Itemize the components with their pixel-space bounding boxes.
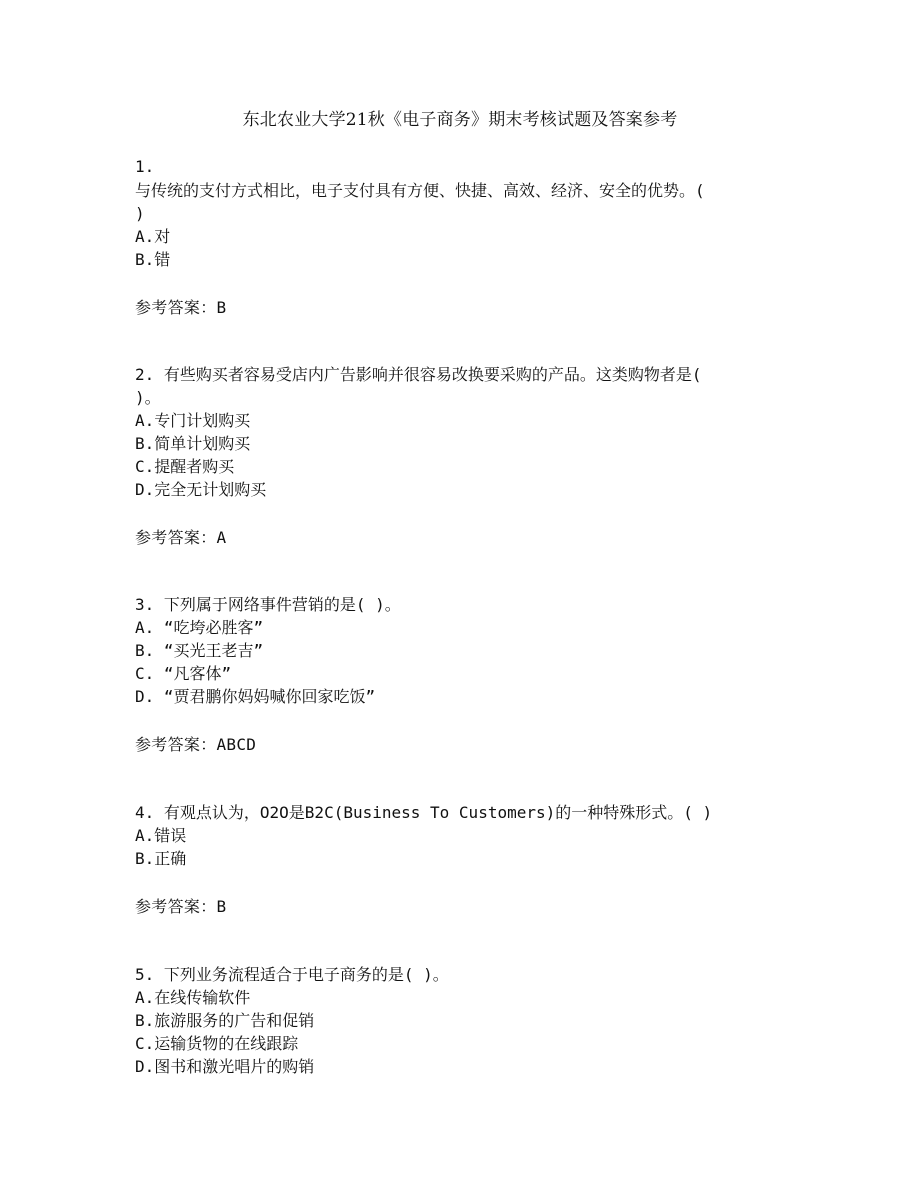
question-3-answer: 参考答案：ABCD <box>135 735 257 754</box>
question-3-option-a: A. “吃垮必胜客” <box>135 618 264 637</box>
question-1-stem-line-1: 与传统的支付方式相比，电子支付具有方便、快捷、高效、经济、安全的优势。( <box>135 181 705 200</box>
question-4-option-a: A.错误 <box>135 826 187 845</box>
question-4-answer: 参考答案：B <box>135 897 227 916</box>
question-5-option-b: B.旅游服务的广告和促销 <box>135 1011 315 1030</box>
question-4-stem: 4. 有观点认为，O2O是B2C(Business To Customers)的一种特殊形式。( ) <box>135 803 713 822</box>
question-2-option-a: A.专门计划购买 <box>135 411 251 430</box>
question-1-number: 1. <box>135 157 155 176</box>
question-3-stem: 3. 下列属于网络事件营销的是( )。 <box>135 595 401 614</box>
question-4-option-b: B.正确 <box>135 849 187 868</box>
question-2-stem-line-2: )。 <box>135 388 161 407</box>
question-5-option-a: A.在线传输软件 <box>135 988 251 1007</box>
question-5-stem: 5. 下列业务流程适合于电子商务的是( )。 <box>135 965 449 984</box>
question-2-stem-line-1: 2. 有些购买者容易受店内广告影响并很容易改换要采购的产品。这类购物者是( <box>135 365 702 384</box>
question-5-option-c: C.运输货物的在线跟踪 <box>135 1034 299 1053</box>
question-2-option-c: C.提醒者购买 <box>135 457 235 476</box>
question-2-option-d: D.完全无计划购买 <box>135 480 267 499</box>
question-5-option-d: D.图书和激光唱片的购销 <box>135 1057 315 1076</box>
document-title: 东北农业大学21秋《电子商务》期末考核试题及答案参考 <box>242 110 678 130</box>
question-2-option-b: B.简单计划购买 <box>135 434 251 453</box>
question-1-answer: 参考答案：B <box>135 298 227 317</box>
question-1-stem-line-2: ) <box>135 204 145 223</box>
question-3-option-b: B. “买光王老吉” <box>135 641 264 660</box>
question-1-option-b: B.错 <box>135 250 171 269</box>
question-1-option-a: A.对 <box>135 227 171 246</box>
question-3-option-d: D. “贾君鹏你妈妈喊你回家吃饭” <box>135 687 376 706</box>
question-3-option-c: C. “凡客体” <box>135 664 232 683</box>
question-2-answer: 参考答案：A <box>135 528 227 547</box>
